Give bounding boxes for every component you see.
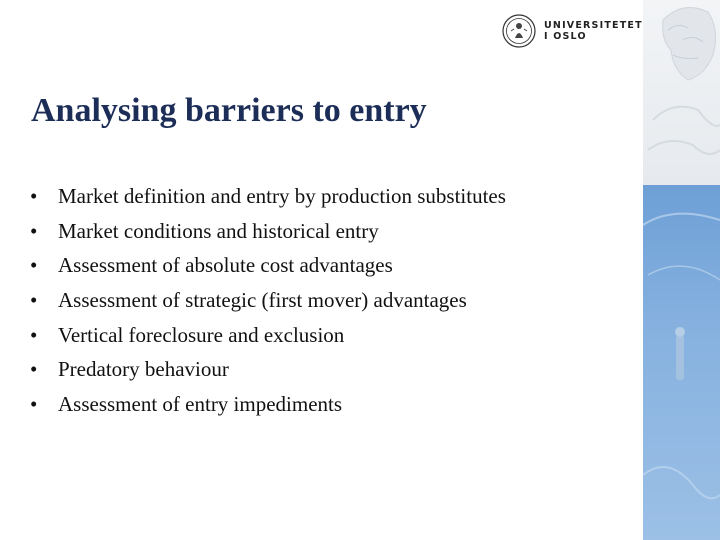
slide-title: Analysing barriers to entry <box>31 92 427 129</box>
bullet-dot: • <box>30 253 38 278</box>
bullet-list <box>30 179 506 422</box>
decorative-side-strip <box>643 0 720 540</box>
university-name-line2: I OSLO <box>544 31 587 42</box>
bullet-item <box>30 387 506 422</box>
strip-bottom-panel <box>643 185 720 540</box>
bullet-text: Assessment of entry impediments <box>58 392 343 417</box>
strip-top-panel <box>643 0 720 185</box>
bullet-dot: • <box>30 218 38 243</box>
bullet-dot: • <box>30 322 38 347</box>
figure-illustration <box>643 185 720 540</box>
bullet-item <box>30 352 506 387</box>
bullet-dot: • <box>30 357 38 382</box>
bullet-item <box>30 318 506 353</box>
university-seal-icon <box>502 14 536 48</box>
bullet-dot: • <box>30 288 38 313</box>
bullet-item <box>30 214 506 249</box>
bullet-text: Predatory behaviour <box>58 357 229 382</box>
bullet-dot: • <box>30 392 38 417</box>
bullet-text: Assessment of absolute cost advantages <box>58 253 393 278</box>
sculpture-head-illustration <box>643 0 720 185</box>
bullet-text: Market conditions and historical entry <box>58 218 379 243</box>
bullet-item <box>30 283 506 318</box>
university-logo <box>502 14 643 48</box>
bullet-text: Market definition and entry by production substitutes <box>58 184 506 208</box>
bullet-item <box>30 179 506 214</box>
bullet-item <box>30 248 506 283</box>
university-name <box>544 20 643 42</box>
bullet-dot: • <box>30 184 38 208</box>
bullet-text: Vertical foreclosure and exclusion <box>58 322 345 347</box>
university-name-line1: UNIVERSITETET <box>544 20 643 31</box>
bullet-text: Assessment of strategic (first mover) advantages <box>58 288 467 313</box>
